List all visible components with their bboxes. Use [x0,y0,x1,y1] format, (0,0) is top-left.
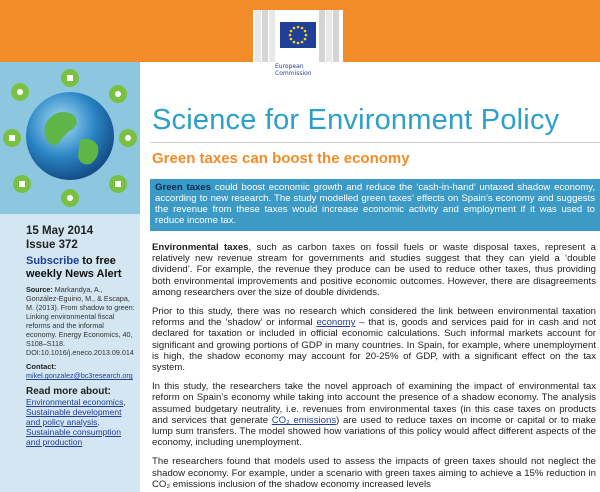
issue-number: Issue 372 [26,239,78,251]
ec-name: European Commission [275,63,312,77]
contact-email-link[interactable]: mikel.gonzalez@bc3research.org [26,371,133,380]
publication-title: Science for Environment Policy [152,104,560,136]
topic-link[interactable]: Sustainable development and policy analysis [26,407,122,427]
topic-link[interactable]: Environmental economics [26,397,124,407]
sidebar-content [26,224,136,447]
source-citation: Source: Markandya, A., González-Eguino, M., & Escapa, M. (2013). From shadow to green: Linking environmental fiscal reforms and the informal economy. Energy Economics, 40, S108–S118. DOI:10.1016/j.eneco.2013.09.014 [26,285,135,357]
subscribe-link[interactable]: Subscribe [26,255,80,267]
paragraph: Prior to this study, there was no research which considered the link between environmental taxation reforms and the ‘shadow’ or informal economy – that is, goods and services paid for in cash and not declared for taxation or included in official economic calculations. Such informal markets account for significant and growing portions of GDP in many countries. In Spain, for example, where unemployment is high, the shadow economy may account for 20-25% of GDP, with a significant effect on the tax system. [152,306,596,374]
economy-link[interactable]: economy [316,317,356,329]
co2-emissions-link[interactable]: CO₂ emissions [271,414,337,426]
divider [150,142,600,143]
paragraph: The researchers found that models used to assess the impacts of green taxes should not neglect the shadow economy. For example, under a scenario with green taxes aiming to achieve a 15% reduction in CO₂ emissions inclusion of the shadow economy increased levels [152,456,596,490]
issue-date: 15 May 2014 [26,225,94,237]
topic-link[interactable]: Sustainable consumption and production [26,427,121,447]
paragraph: In this study, the researchers take the novel approach of examining the impact of environmental tax reform on Spain’s economy while taking into account the presence of a shadow economy. The analysis assumed budgetary neutrality, i.e. revenues from environmental taxes (in this case taxes on products and services that generate CO₂ emissions) are used to reduce taxes on income or capital or to make lump sum transfers. The model showed how variations of this policy would affect different aspects of the economy, including unemployment. [152,381,597,449]
summary-box: Green taxes could boost economic growth and reduce the ‘cash-in-hand’ untaxed shadow economy, according to new research. The study modelled green taxes’ effects on Spain’s economy and suggests the revenue from these taxes would increase economic activity and employment if it was used to reduce income tax. [150,179,600,231]
article-title: Green taxes can boost the economy [152,150,410,167]
read-more-label: Read more about: [26,386,112,397]
article-body [152,242,596,492]
contact-label: Contact: [26,362,57,371]
ec-logo [253,10,343,80]
subscribe-text: Subscribe to free weekly News Alert [26,255,122,280]
eu-flag-icon [280,22,316,48]
topic-links: Environmental economics, Sustainable development and policy analysis, Sustainable consumption and production [26,397,126,447]
globe-illustration [0,62,140,214]
paragraph: Environmental taxes, such as carbon taxes on fossil fuels or waste disposal taxes, represent a relatively new revenue stream for governments and studies suggest that they can yield a ‘double dividend’. For example, the revenue they produce can be used to reduce other taxes, thus providing both environmental improvements and positive economic outcomes. However, there are disagreements among researchers over the size of double dividends. [152,242,596,298]
